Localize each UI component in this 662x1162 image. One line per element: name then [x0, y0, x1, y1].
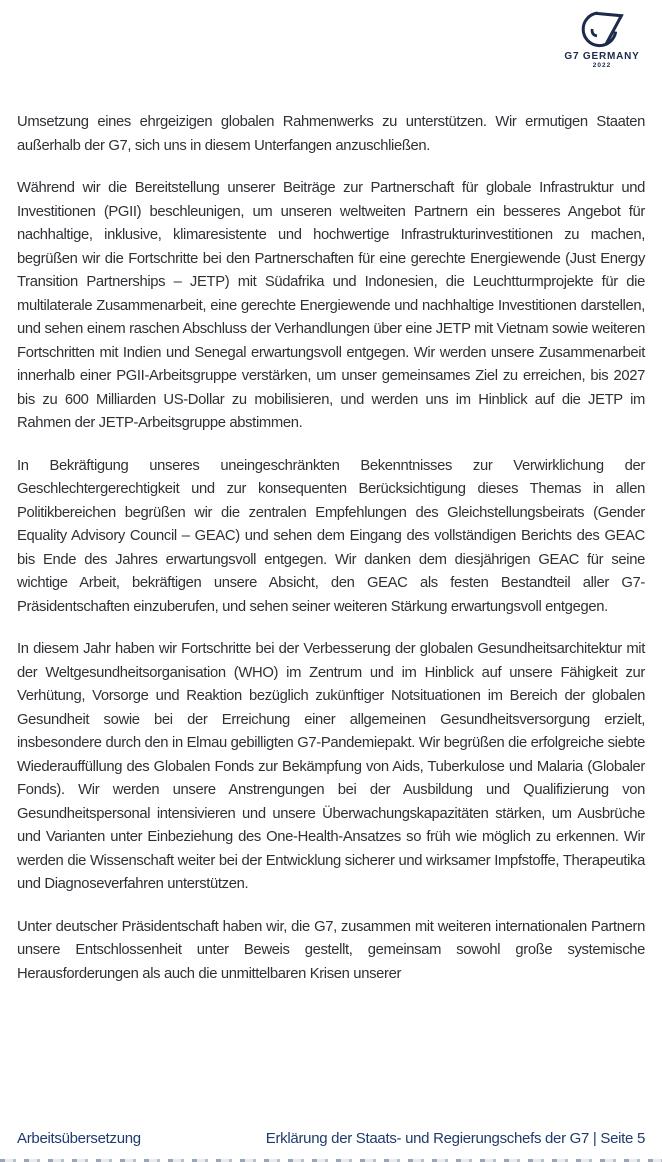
g7-germany-logo: [556, 10, 648, 70]
paragraph-1: Umsetzung eines ehrgeizigen globalen Rahmenwerks zu unterstützen. Wir ermutigen Staaten außerhalb der G7, sich uns in diesem Unterfangen anzuschließen.: [17, 114, 645, 154]
g7-logo-mark-icon: [580, 10, 624, 48]
document-body: [17, 111, 645, 986]
logo-year: 2022: [592, 62, 612, 69]
logo-wordmark: G7 GERMANY: [564, 51, 640, 62]
footer-right-label: Erklärung der Staats- und Regierungschefs der G7 | Seite 5: [265, 1130, 645, 1147]
paragraph-4: In diesem Jahr haben wir Fortschritte bei der Verbesserung der globalen Gesundheitsarchitektur mit der Weltgesundheitsorganisation (WHO) im Zentrum und im Hinblick auf unsere Fähigkeit zur Verhütung, Vorsorge und Reaktion bezüglich zukünftiger Notsituationen im Bereich der globalen Gesundheit sowie bei der Erreichung einer allgemeinen Gesundheitsversorgung erzielt, insbesondere durch den in Elmau gebilligten G7-Pandemiepakt. Wir begrüßen die erfolgreiche siebte Wiederauffüllung des Globalen Fonds zur Bekämpfung von Aids, Tuberkulose und Malaria (Globaler Fonds). Wir werden unsere Anstrengungen bei der Ausbildung und Qualifizierung von Gesundheitspersonal intensivieren und unsere Überwachungskapazitäten stärken, um Ausbrüche und Varianten unter Einbeziehung des One-Health-Ansatzes so früh wie möglich zu erkennen. Wir werden die Wissenschaft weiter bei der Entwicklung sicherer und wirksamer Impfstoffe, Therapeutika und Diagnoseverfahren unterstützen.: [17, 641, 645, 892]
paragraph-2: Während wir die Bereitstellung unserer Beiträge zur Partnerschaft für globale Infrastruktur und Investitionen (PGII) beschleunigen, um unseren weltweiten Partnern ein besseres Angebot für nachhaltige, inklusive, klimaresistente und hochwertige Infrastrukturinvestitionen zu machen, begrüßen wir die Fortschritte bei den Partnerschaften für eine gerechte Energiewende (Just Energy Transition Partnerships – JETP) mit Südafrika und Indonesien, die Leuchtturmprojekte für die multilaterale Zusammenarbeit, eine gerechte Energiewende und nachhaltige Investitionen darstellen, und sehen einem raschen Abschluss der Verhandlungen über eine JETP mit Vietnam sowie weiteren Fortschritten mit Indien und Senegal erwartungsvoll entgegen. Wir werden unsere Zusammenarbeit innerhalb einer PGII-Arbeitsgruppe verstärken, um unser gemeinsames Ziel zu erreichen, bis 2027 bis zu 600 Milliarden US-Dollar zu mobilisieren, und werden uns im Hinblick auf die JETP im Rahmen der JETP-Arbeitsgruppe abstimmen.: [17, 180, 645, 431]
paragraph-3: In Bekräftigung unseres uneingeschränkten Bekenntnisses zur Verwirklichung der Geschlechtergerechtigkeit und zur konsequenten Berücksichtigung dieses Themas in allen Politikbereichen begrüßen wir die zentralen Empfehlungen des Gleichstellungsbeirats (Gender Equality Advisory Council – GEAC) und sehen dem Eingang des vollständigen Berichts des GEAC bis Ende des Jahres erwartungsvoll entgegen. Wir danken dem diesjährigen GEAC für seine wichtige Arbeit, bekräftigen unsere Absicht, den GEAC als festen Bestandteil aller G7-Präsidentschaften einzuberufen, und sehen seiner weiteren Stärkung erwartungsvoll entgegen.: [17, 457, 645, 615]
paragraph-5: Unter deutscher Präsidentschaft haben wir, die G7, zusammen mit weiteren internationalen Partnern unsere Entschlossenheit unter Beweis gestellt, gemeinsam sowohl große systemische Herausforderungen als auch die unmittelbaren Krisen unserer: [17, 918, 645, 982]
footer-left-label: Arbeitsübersetzung: [17, 1130, 141, 1147]
page-footer: [17, 1130, 645, 1147]
